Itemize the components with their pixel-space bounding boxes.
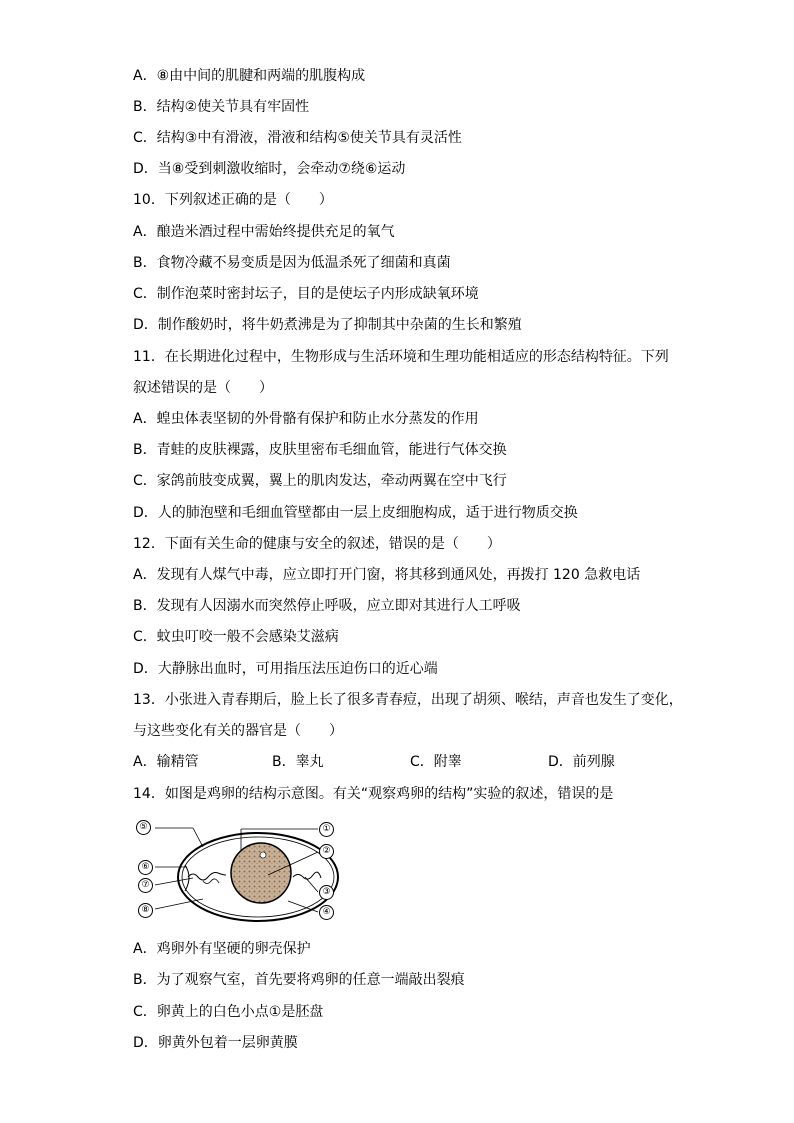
q11-option-d: D．人的肺泡壁和毛细血管壁都由一层上皮细胞构成，适于进行物质交换 bbox=[133, 505, 578, 521]
egg-structure-figure bbox=[133, 815, 348, 925]
q10-stem: 10．下列叙述正确的是（ ） bbox=[133, 192, 333, 208]
q11-stem-line2: 叙述错误的是（ ） bbox=[133, 380, 273, 396]
q13-options-row bbox=[133, 752, 693, 772]
air-cell-line bbox=[185, 865, 189, 891]
label-6: ⑥ bbox=[138, 860, 153, 875]
q14-option-b: B．为了观察气室，首先要将鸡卵的任意一端敲出裂痕 bbox=[133, 972, 465, 988]
label-1: ① bbox=[319, 822, 334, 837]
q9-option-a: A．⑧由中间的肌腱和两端的肌腹构成 bbox=[133, 68, 366, 84]
q12-option-c: C．蚊虫叮咬一般不会感染艾滋病 bbox=[133, 629, 339, 645]
chalaza-right bbox=[293, 872, 321, 879]
q12-option-b: B．发现有人因溺水而突然停止呼吸，应立即对其进行人工呼吸 bbox=[133, 598, 521, 614]
q11-option-a: A．蝗虫体表坚韧的外骨骼有保护和防止水分蒸发的作用 bbox=[133, 411, 479, 427]
label-8: ⑧ bbox=[138, 903, 153, 918]
q12-option-d: D．大静脉出血时，可用指压法压迫伤口的近心端 bbox=[133, 661, 438, 677]
q12-option-a: A．发现有人煤气中毒，应立即打开门窗，将其移到通风处，再拨打 120 急救电话 bbox=[133, 567, 641, 583]
q10-option-c: C．制作泡菜时密封坛子，目的是使坛子内形成缺氧环境 bbox=[133, 286, 479, 302]
q13-option-a: A．输精管 bbox=[133, 754, 199, 770]
q10-option-b: B．食物冷藏不易变质是因为低温杀死了细菌和真菌 bbox=[133, 255, 451, 271]
q11-stem-line1: 11．在长期进化过程中，生物形成与生活环境和生理功能相适应的形态结构特征。下列 bbox=[133, 349, 669, 365]
label-5: ⑤ bbox=[136, 820, 151, 835]
q12-stem: 12．下面有关生命的健康与安全的叙述，错误的是（ ） bbox=[133, 536, 501, 552]
egg-diagram bbox=[133, 815, 348, 925]
q11-option-b: B．青蛙的皮肤裸露，皮肤里密布毛细血管，能进行气体交换 bbox=[133, 442, 507, 458]
label-7: ⑦ bbox=[138, 878, 153, 893]
q13-stem-line2: 与这些变化有关的器官是（ ） bbox=[133, 723, 343, 739]
q14-option-a: A．鸡卵外有坚硬的卵壳保护 bbox=[133, 941, 311, 957]
q10-option-d: D．制作酸奶时，将牛奶煮沸是为了抑制其中杂菌的生长和繁殖 bbox=[133, 317, 522, 333]
label-4: ④ bbox=[319, 905, 334, 920]
q9-option-b: B．结构②使关节具有牢固性 bbox=[133, 99, 310, 115]
q9-option-d: D．当⑧受到刺激收缩时，会牵动⑦绕⑥运动 bbox=[133, 161, 406, 177]
q13-stem-line1: 13．小张进入青春期后，脸上长了很多青春痘，出现了胡须、喉结，声音也发生了变化， bbox=[133, 692, 683, 708]
label-3: ③ bbox=[319, 885, 334, 900]
yolk bbox=[231, 843, 291, 903]
q13-option-b: B．睾丸 bbox=[272, 754, 324, 770]
germinal-disc bbox=[260, 852, 266, 858]
q14-option-d: D．卵黄外包着一层卵黄膜 bbox=[133, 1035, 298, 1051]
chalaza-left bbox=[188, 873, 226, 881]
q9-option-c: C．结构③中有滑液，滑液和结构⑤使关节具有灵活性 bbox=[133, 130, 462, 146]
q11-option-c: C．家鸽前肢变成翼，翼上的肌肉发达，牵动两翼在空中飞行 bbox=[133, 473, 507, 489]
q10-option-a: A．酿造米酒过程中需始终提供充足的氧气 bbox=[133, 224, 395, 240]
q14-stem: 14．如图是鸡卵的结构示意图。有关“观察鸡卵的结构”实验的叙述，错误的是 bbox=[133, 786, 614, 802]
label-2: ② bbox=[319, 844, 334, 859]
q13-option-c: C．附睾 bbox=[410, 754, 462, 770]
q14-option-c: C．卵黄上的白色小点①是胚盘 bbox=[133, 1004, 324, 1020]
q13-option-d: D．前列腺 bbox=[548, 754, 615, 770]
